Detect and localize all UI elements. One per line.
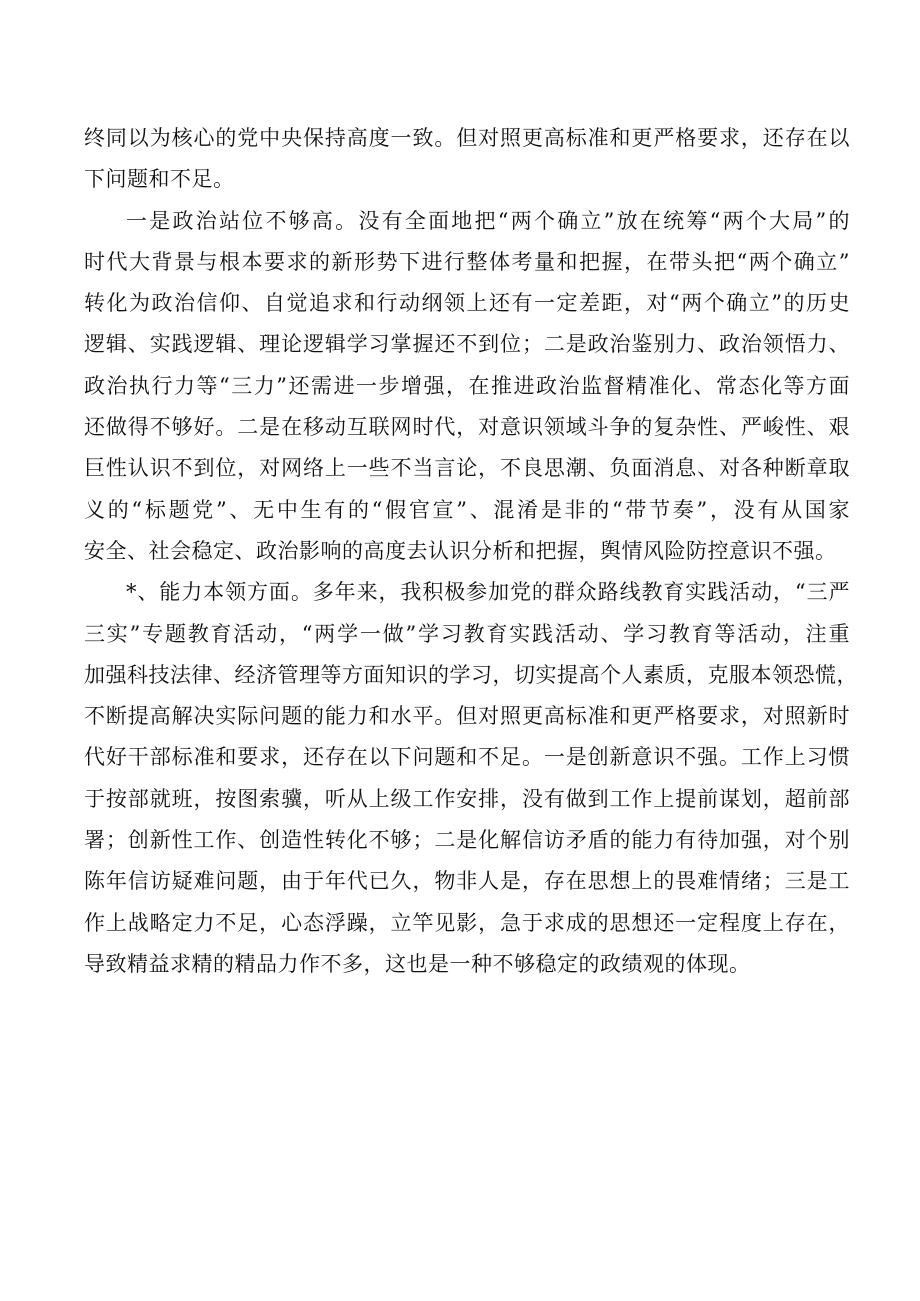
text-line: 于按部就班，按图索骥，听从上级工作安排，没有做到工作上提前谋划，超前部 — [84, 786, 850, 811]
text-line: 不断提高解决实际问题的能力和水平。但对照更高标准和更严格要求，对照新时 — [84, 704, 850, 729]
text-line: 三实”专题教育活动，“两学一做”学习教育实践活动、学习教育等活动，注重 — [84, 621, 850, 646]
text-line: 下问题和不足。 — [84, 167, 235, 192]
text-line: 署；创新性工作、创造性转化不够；二是化解信访矛盾的能力有待加强，对个别 — [84, 828, 850, 853]
text-line: 一是政治站位不够高。没有全面地把“两个确立”放在统筹“两个大局”的 — [126, 208, 850, 233]
text-line: 作上战略定力不足，心态浮躁，立竿见影，急于求成的思想还一定程度上存在， — [84, 910, 850, 935]
text-line: 导致精益求精的精品力作不多，这也是一种不够稳定的政绩观的体现。 — [84, 951, 751, 976]
text-line: 转化为政治信仰、自觉追求和行动纲领上还有一定差距，对“两个确立”的历史 — [84, 291, 850, 316]
text-line: 代好干部标准和要求，还存在以下问题和不足。一是创新意识不强。工作上习惯 — [84, 745, 850, 770]
text-line: 终同以为核心的党中央保持高度一致。但对照更高标准和更严格要求，还存在以 — [84, 126, 850, 150]
text-line: 时代大背景与根本要求的新形势下进行整体考量和把握，在带头把“两个确立” — [84, 249, 850, 274]
text-line: 政治执行力等“三力”还需进一步增强，在推进政治监督精准化、常态化等方面 — [84, 373, 850, 398]
text-line: 逻辑、实践逻辑、理论逻辑学习掌握还不到位；二是政治鉴别力、政治领悟力、 — [84, 332, 850, 357]
paragraph-3 — [84, 572, 858, 985]
text-line: 还做得不够好。二是在移动互联网时代，对意识领域斗争的复杂性、严峻性、艰 — [84, 415, 850, 440]
text-line: 巨性认识不到位，对网络上一些不当言论，不良思潮、负面消息、对各种断章取 — [84, 456, 850, 481]
text-line: *、能力本领方面。多年来，我积极参加党的群众路线教育实践活动，“三严 — [126, 580, 850, 605]
text-line: 陈年信访疑难问题，由于年代已久，物非人是，存在思想上的畏难情绪；三是工 — [84, 869, 850, 894]
text-line: 安全、社会稳定、政治影响的高度去认识分析和把握，舆情风险防控意识不强。 — [84, 538, 837, 563]
paragraph-1 — [84, 118, 850, 201]
document-body — [84, 118, 858, 985]
paragraph-2 — [84, 201, 850, 573]
text-line: 加强科技法律、经济管理等方面知识的学习，切实提高个人素质，克服本领恐慌， — [84, 662, 858, 687]
text-line: 义的“标题党”、无中生有的“假官宣”、混淆是非的“带节奏”，没有从国家 — [84, 497, 850, 522]
